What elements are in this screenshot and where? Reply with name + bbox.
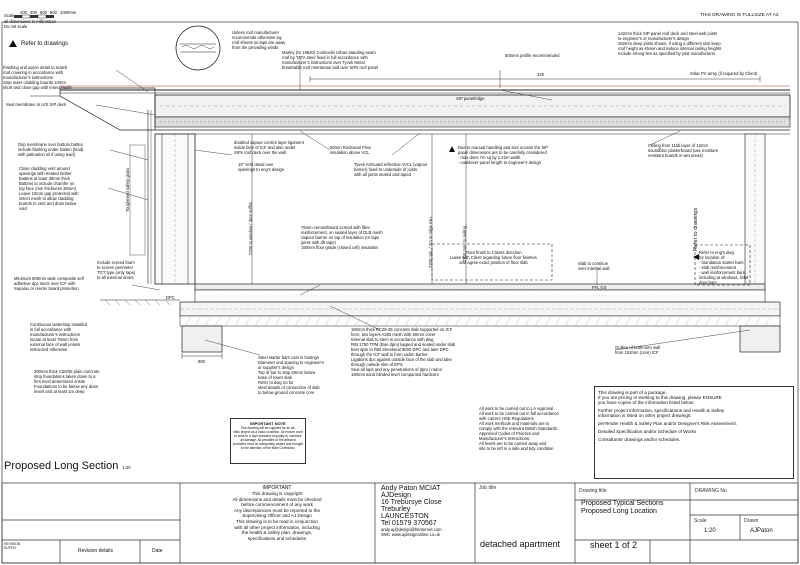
note-screed-foam: Include screed foam to screen perimeter TGT type (only tape) to all external doors <box>97 260 136 280</box>
general-notes <box>479 406 594 451</box>
dim-ceiling: 2700 min. to ceiling <box>462 225 467 262</box>
roof-assembly <box>30 70 790 134</box>
note-engineer-ref: Refer to eng's dwg for location of: - foundation starter bars - slab reinforcement - wall reinforcement bars, including at windows, lintel door bars <box>699 250 749 285</box>
note-solar: Solar PV array (if required by Client) <box>690 71 758 76</box>
note-floor-finish: Floor finish to Clients direction Liaise with Client regarding future floor finishes and agree exact position of floor slab <box>450 250 537 265</box>
general-note-line: Manufacturer's Instructions. <box>479 436 531 441</box>
scale-bar <box>14 15 54 18</box>
project-note-line: Detailed Specification and/or Schedule of Works <box>598 429 697 434</box>
note-ceiling: Ceiling from 11kb layer of 12mm soundbloc plasterboard (use moisture resistant boards in wet areas) <box>648 143 719 158</box>
project-note-line: you have copies of the information listed below: <box>598 400 695 405</box>
tb-drawn-value: AJPaton <box>750 528 773 534</box>
tb-job-title: detached apartment <box>480 539 561 549</box>
note-marley-roof: Marley (IS 19820) Conkoolsi Urban standing seam roof by TATA steel fixed in full accordance with manufacturer's instructions over Tyvek Metal breathable roof membrane laid over SIPs roof panel <box>282 50 379 70</box>
tb-revision-suffix: REVISION SUFFIX <box>4 542 21 550</box>
section-scale: 1:20 <box>122 465 131 470</box>
tb-important <box>182 485 372 541</box>
note-seal-membrane: Seal membrane to U/S SIP deck <box>6 102 67 107</box>
note-vent-detail: 10" vent detail over openings to eng's design <box>238 162 285 172</box>
height-dimensions <box>252 134 466 284</box>
scale-tick: 800 <box>50 10 57 15</box>
important-note-box <box>230 418 306 464</box>
note-dpc-minimum: Minimum 800mm wide composite self adhesive dpc stuck over ICF with Supalux or render board protection <box>14 276 84 291</box>
scale-tick: 400 <box>30 10 37 15</box>
project-note-line: preTender Health & Safety Plan and/or Designer's Risk Assessment. <box>598 421 738 426</box>
tb-drawing-no-label: DRAWING No <box>695 488 727 494</box>
general-note-line: site to be left in a safe and tidy condition <box>479 446 554 451</box>
note-waterstop: Continuous waterstop installed in full accordance with manufacturer's instructions locate at least 75mm from external face of wall unless instructed otherwise <box>30 322 88 352</box>
note-cementboard: 75mm cementboard screed with fibre reinforcement, on sealed layer of DLB mesh Vapour barrier on top of insulation (or tape joints with dh tape) 150mm floor grade (closed cell) insulation <box>301 225 383 250</box>
note-concrete-slab: 150mm thick RC28-35 concrete slab supported on ICF form, two layers A393 mesh with 50mm cover Internal slab to stem in accordance with dwg RIB 1750 TPM (Bue dpm) lapped and sealed under slab best dpm to RIB Sheetseal 9000 DPC and take DPC through the ICF wall to form radon barrier Ligations dpc against outside face of the slab and take through outside skin of EPS Seal all laps and any penetrations of dpm / radon 150mm sand blinded level compacted hardcore <box>351 327 456 377</box>
project-notes-box <box>594 386 794 479</box>
project-note-line: This drawing is part of a package. <box>598 390 667 395</box>
scale-tick: 600 <box>40 10 47 15</box>
company-email: andy.aj@design@btinternet.com <box>381 527 442 532</box>
note-tyvek-avcl: Tyvek AirGuard reflective AVCL (vapour barrier) fixed to underside of joists with all joints sealed and taped <box>354 162 428 177</box>
company-line: Andy Paton MCIAT <box>381 485 441 492</box>
tb-drawn-label: Drawn <box>744 518 759 524</box>
general-note-line: comply with the relevant British Standards, <box>479 426 559 431</box>
note-rockwool: 50mm Rockwool Flexi insulation above VCL <box>330 145 371 155</box>
label-ffl: FFL 0.0 <box>592 285 607 290</box>
dim-325: 325 <box>537 72 544 77</box>
note-manual-handling: Due to manual handling and size access the SIP panel dimensions are to be carefully considered - max dims 7m sq by 1.22m width - cantilever panel length to engineer's design <box>449 145 598 165</box>
note-safety-glass: Toughened safety glass <box>125 168 130 212</box>
external-wall <box>130 110 195 284</box>
refer-drawings-side: Refer to drawings <box>693 208 699 260</box>
tb-drawing-label: Drawing title <box>579 488 607 494</box>
no-scale-note: Do not scale <box>4 24 28 29</box>
tb-company <box>381 485 442 537</box>
project-note-line: If you are pricing or working to this drawing, please ENSURE <box>598 395 722 400</box>
note-foundations: 300mm thick C28/35 plain concrete strip foundations taken down to a firm level determined onsite Foundations to be below any drain invert and at least 1m deep <box>34 369 100 394</box>
warning-triangle-icon <box>449 146 455 152</box>
scale-tick: 200 <box>20 10 27 15</box>
company-line: Tel 01579 370567 <box>381 520 437 527</box>
scale-tick: 1000mm <box>60 10 77 15</box>
project-note-line: information is listed on other project drawings: <box>598 413 692 418</box>
project-note-line: Consultants' drawings and/or schedules. <box>598 437 681 442</box>
dim-900: 900 <box>198 359 205 364</box>
scale-ticks <box>20 10 76 15</box>
company-web: Web: www.ajdesignonline.co.uk <box>381 532 440 537</box>
tb-sheet: sheet 1 of 2 <box>590 540 638 550</box>
note-bathroom-wall: Outline of bathroom wall from 152mm (core) ICF <box>615 345 661 355</box>
general-note-line: All work to be carried out to LA Approval <box>479 406 554 411</box>
general-note-line: All levels are to be carried away and <box>479 441 547 446</box>
tb-job-label: Job title <box>479 485 497 491</box>
tb-scale-value: 1:20 <box>704 528 716 534</box>
company-line: 16 Trebursye Close <box>381 499 442 506</box>
tb-revision-label: Revision details <box>78 548 114 554</box>
important-note-title: IMPORTANT NOTE <box>250 421 286 426</box>
note-flashing: Flashing and apron detail to match roof covering in accordance with manufacturer's instructions Stop outer cladding boards 10mm short and close gap with insect mesh <box>3 65 72 90</box>
company-line: Treburley <box>381 506 411 513</box>
floor-slab <box>180 284 780 326</box>
note-starter-bars: Steel starter bars cast in footings Diameter and spacing to engineer's or supplier's design Top of bar to stop 50mm below base of tower slab Refer to dwg no for steel details of connection of slab to below ground concrete core <box>258 355 324 395</box>
general-note-line: with current HSE Regulations <box>479 416 534 421</box>
company-line: LAUNCESTON <box>381 513 429 520</box>
note-sip-ridge: SIP panel/ridge <box>456 96 485 101</box>
refer-drawings-top: Refer to drawings <box>9 40 68 47</box>
note-roof-laps: Unless roof manufacturer recommends otherwise lay roof sheets so laps are away from the prevailing winds <box>232 30 286 50</box>
fullsize-note: THIS DRAWING IS FULLSIZE AT A2 <box>700 13 779 18</box>
note-slab-continue: Slab to continue over internal wall <box>578 261 610 271</box>
tb-scale-label: Scale <box>694 518 707 524</box>
note-142-sip: 142mm thick SIP panel roof deck and steel web joists to engineer's or manufacturer's design 262mm deep joists shown, if using a different size keep roof height as shown and reduce internal ceiling heights Include strong ties as specified by joist manufacturer <box>618 31 722 56</box>
general-note-line: All work methods and materials are to <box>479 421 550 426</box>
general-note-line: All work to be carried out in full accordance <box>479 411 559 416</box>
note-drip-membrane: Drip membrane over bottom batten include flashing under batten (lead) with patination oil if using lead) <box>18 142 84 157</box>
tb-date-label: Date <box>152 548 163 554</box>
section-title: Proposed Long Section <box>4 460 119 472</box>
project-note-line: Further project information, specifications and Health & Safety <box>598 408 725 413</box>
tb-important-title: IMPORTANT <box>262 485 292 491</box>
general-note-line: Approved Codes of Practice and <box>479 431 540 436</box>
tb-drawing-title-1: Proposed Typical Sections <box>581 500 664 507</box>
tb-drawing-title-2: Proposed Long Location <box>581 508 657 515</box>
label-dpc: DPC <box>166 295 175 300</box>
dim-window-soffit: 2700 to window / door soffits <box>248 202 253 255</box>
tb-important-text: This drawing is copyright All dimensions and details must be checked before commencement of any work Any discrepancies must be reported to the Supervising Officer and AJ Design This drawing is to be read in conjunction with all other project information, including the health & safety plan, drawings, specifications and schedules <box>232 491 322 541</box>
scale-label: Scale <box>4 13 15 18</box>
detail-callout-circle <box>176 26 220 70</box>
dim-ridge: 2700 min. / 2m to ridge min. <box>428 216 433 268</box>
note-cladding-vent: Close cladding vent around openings with treated timber battens at least 38mm thick Battens to include chamfer on top face (min thickness 38mm) Leave 10mm gap protected with insect mesh to allow cladding boards to vent and drain below void <box>19 166 79 211</box>
important-note-body: This drawing will be supplied for an ab- initio project as a basic condition. All ensure once to work to a high standard of quality to minimise all damage. All penalties of the affected providers must be adequately sealed and brought to the attention of the Main Contractor. <box>233 426 303 450</box>
warning-triangle-icon <box>9 40 17 47</box>
section-title-block <box>4 460 131 472</box>
note-500-profile: 500mm profile recommended <box>505 53 560 58</box>
company-line: AJDesign <box>381 492 411 499</box>
note-vapour-control: doubled vapour control layer ligament inside face of ICF and also under SIPs roof deck over the wall <box>234 140 304 155</box>
dims-note: all dimensions in millimetres <box>4 19 57 24</box>
